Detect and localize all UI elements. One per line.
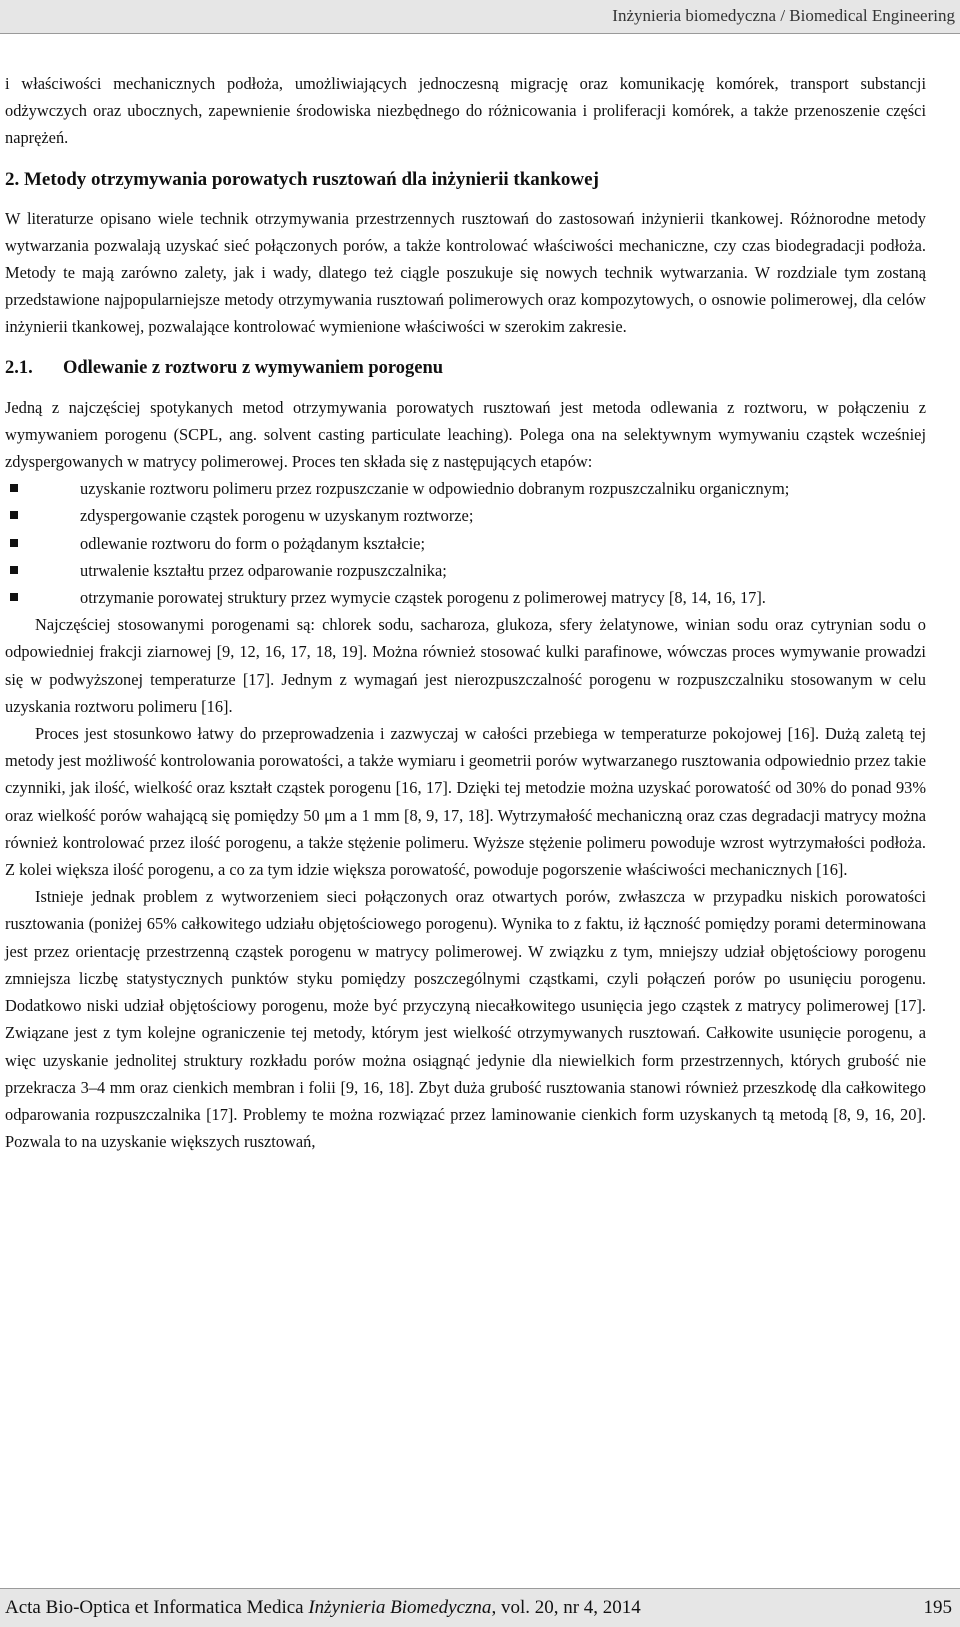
footer-journal-name: Acta Bio-Optica et Informatica Medica (5, 1597, 309, 1618)
paragraph-process-advantages: Proces jest stosunkowo łatwy do przeprowadzenia i zazwyczaj w całości przebiega w temperaturze pokojowej [16]. Dużą zaletą tej metody jest możliwość kontrolowania porowatości, a także wymiaru i geometrii porów wytwarzanego rusztowania odpowiednio przez takie czynniki, jak ilość, wielkość oraz kształt cząstek porogenu [16, 17]. Dzięki tej metodzie można uzyskać porowatość od 30% do ponad 93% oraz wielkość porów wahającą się pomiędzy 50 μm a 1 mm [8, 9, 17, 18]. Wytrzymałość mechaniczną oraz czas degradacji matrycy można również kontrolować przez ilość porogenu, a także stężenie polimeru. Wyższe stężenie polimeru powoduje wzrost wytrzymałości podłoża. Z kolei większa ilość porogenu, a co za tym idzie większa porowatość, powoduje pogorszenie właściwości mechanicznych [16]. (5, 724, 926, 880)
paragraph-porogens: Najczęściej stosowanymi porogenami są: chlorek sodu, sacharoza, glukoza, sfery żelatynowe, winian sodu oraz cytrynian sodu o odpowiedniej frakcji ziarnowej [9, 12, 16, 17, 18, 19]. Można również stosować kulki parafinowe, wówczas proces wymywanie prowadzi się w podwyższonej temperaturze [17]. Jednym z wymagań jest nierozpuszczalność porogenu w rozpuszczalniku stosowanym w celu uzyskania roztworu polimeru [16]. (5, 615, 926, 716)
subsection-title: Odlewanie z roztworu z wymywaniem porogenu (63, 357, 444, 378)
list-item: zdyspergowanie cząstek porogenu w uzyskanym roztworze; (5, 502, 926, 529)
paragraph-methods-intro: W literaturze opisano wiele technik otrzymywania przestrzennych rusztowań do zastosowań inżynierii tkankowej. Różnorodne metody wytwarzania pozwalają uzyskać sieć połączonych porów, a także kontrolować właściwości mechaniczne, czy czas biodegradacji podłoża. Metody te mają zarówno zalety, jak i wady, dlatego też ciągle poszukuje się nowych technik wytwarzania. W rozdziale tym zostaną przedstawione najpopularniejsze metody otrzymywania rusztowań polimerowych oraz kompozytowych, o osnowie polimerowej, dla celów inżynierii tkankowej, pozwalające kontrolować wymienione właściwości w szerokim zakresie. (5, 208, 926, 337)
section-heading-2: 2. Metody otrzymywania porowatych rusztowań dla inżynierii tkankowej (5, 168, 599, 190)
footer-journal-volume: , vol. 20, nr 4, 2014 (491, 1597, 641, 1618)
paragraph-scpl-intro: Jedną z najczęściej spotykanych metod otrzymywania porowatych rusztowań jest metoda odlewania z roztworu, w połączeniu z wymywaniem porogenu (SCPL, ang. solvent casting particulate leaching). Polega ona na selektywnym wymywaniu cząstek wcześniej zdyspergowanych w matrycy polimerowej. Proces ten składa się z następujących etapów: (5, 397, 926, 472)
paragraph-continuation: i właściwości mechanicznych podłoża, umożliwiających jednoczesną migrację oraz komunikację komórek, transport substancji odżywczych oraz ubocznych, zapewnienie środowiska niezbędnego do różnicowania i proliferacji komórek, a także przenoszenie części naprężeń. (5, 74, 926, 148)
running-header-title: Inżynieria biomedyczna / Biomedical Engineering (612, 6, 955, 25)
paragraph-limitations: Istnieje jednak problem z wytworzeniem sieci połączonych oraz otwartych porów, zwłaszcza w przypadku niskich porowatości rusztowania (poniżej 65% całkowitego udziału objętościowego porogenu). Wynika to z faktu, iż łączność pomiędzy porami determinowana jest przez orientację przestrzenną cząstek porogenu w matrycy polimerowej. W związku z tym, mniejszy udział objętościowy porogenu zmniejsza liczbę statystycznych punktów styku pomiędzy poszczególnymi cząstkami, czyli połączeń porów po usunięciu porogenu. Dodatkowo niski udział objętościowy porogenu, może być przyczyną niecałkowitego usunięcia jego cząstek z matrycy polimerowej [17]. Związane jest z tym kolejne ograniczenie tej metody, którym jest wielkość otrzymywanych rusztowań. Całkowite usunięcie porogenu, a więc uzyskanie jednolitej struktury rozkładu porów można osiągnąć jedynie dla niewielkich form przestrzennych, których grubość nie przekracza 3–4 mm oraz cienkich membran i folii [9, 16, 18]. Zbyt duża grubość rusztowania stanowi również przeszkodę dla całkowitego odparowania rozpuszczalnika [17]. Problemy te można rozwiązać przez laminowanie cienkich form uzyskanych tą metodą [8, 9, 16, 20]. Pozwala to na uzyskanie większych rusztowań, (5, 887, 926, 1152)
subsection-number: 2.1. (5, 357, 33, 378)
page-number: 195 (923, 1597, 952, 1618)
list-item: uzyskanie roztworu polimeru przez rozpuszczanie w odpowiednio dobranym rozpuszczalniku organicznym; (5, 475, 926, 502)
footer-journal-subtitle: Inżynieria Biomedyczna (308, 1597, 492, 1618)
list-item: odlewanie roztworu do form o pożądanym kształcie; (5, 530, 926, 557)
running-footer (0, 1588, 960, 1627)
article-body (5, 70, 926, 1155)
list-item: utrwalenie kształtu przez odparowanie rozpuszczalnika; (5, 557, 926, 584)
running-header (0, 0, 960, 34)
footer-journal-citation (5, 1597, 641, 1619)
list-item: otrzymanie porowatej struktury przez wymycie cząstek porogenu z polimerowej matrycy [8, 14, 16, 17]. (5, 584, 926, 611)
subsection-heading-2-1 (5, 355, 926, 382)
process-steps-list (5, 475, 926, 611)
